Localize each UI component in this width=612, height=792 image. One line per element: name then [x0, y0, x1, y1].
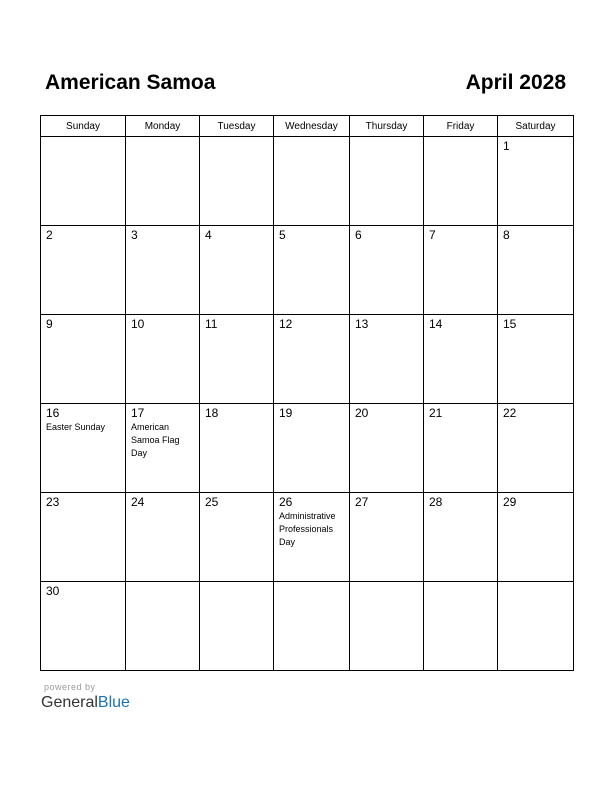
month-year-title: April 2028: [465, 71, 566, 94]
day-cell: [41, 582, 126, 671]
calendar-grid: [40, 115, 574, 671]
weekday-header: Monday: [126, 116, 200, 137]
day-cell: [350, 404, 424, 493]
day-cell: [424, 315, 498, 404]
day-cell: [424, 404, 498, 493]
day-number: 27: [355, 495, 369, 509]
day-cell: [200, 582, 274, 671]
day-cell: [126, 226, 200, 315]
week-row: [41, 315, 574, 404]
day-number: 30: [46, 584, 60, 598]
powered-by-label: powered by: [44, 682, 96, 692]
day-number: 6: [355, 228, 362, 242]
day-number: 7: [429, 228, 436, 242]
day-cell: [126, 315, 200, 404]
day-cell: [274, 137, 350, 226]
day-cell: [424, 226, 498, 315]
day-number: 8: [503, 228, 510, 242]
day-cell: [200, 315, 274, 404]
day-cell: [350, 315, 424, 404]
day-number: 21: [429, 406, 443, 420]
day-number: 13: [355, 317, 369, 331]
day-number: 25: [205, 495, 219, 509]
day-number: 23: [46, 495, 60, 509]
day-number: 19: [279, 406, 293, 420]
day-number: 22: [503, 406, 517, 420]
week-row: [41, 493, 574, 582]
day-cell: [200, 404, 274, 493]
weekday-header: Tuesday: [200, 116, 274, 137]
day-number: 16: [46, 406, 60, 420]
weekday-header-row: [41, 116, 574, 137]
weekday-header: Sunday: [41, 116, 126, 137]
day-cell: [274, 582, 350, 671]
day-cell: [498, 137, 574, 226]
day-number: 20: [355, 406, 369, 420]
day-cell: [41, 493, 126, 582]
holiday-label: Easter Sunday: [46, 422, 106, 432]
day-number: 4: [205, 228, 212, 242]
brand-blue: Blue: [97, 694, 130, 711]
holiday-label: American Samoa Flag Day: [131, 422, 180, 458]
day-cell: [200, 137, 274, 226]
day-cell: [498, 315, 574, 404]
region-title: American Samoa: [45, 71, 216, 94]
day-number: 18: [205, 406, 219, 420]
day-cell: [274, 493, 350, 582]
day-number: 12: [279, 317, 293, 331]
day-cell: [350, 137, 424, 226]
week-row: [41, 582, 574, 671]
day-cell: [498, 493, 574, 582]
weekday-header: Saturday: [498, 116, 574, 137]
day-cell: [350, 582, 424, 671]
day-number: 28: [429, 495, 443, 509]
day-cell: [200, 226, 274, 315]
day-number: 14: [429, 317, 443, 331]
day-cell: [41, 137, 126, 226]
day-cell: [41, 404, 126, 493]
day-cell: [126, 404, 200, 493]
day-number: 10: [131, 317, 145, 331]
day-number: 2: [46, 228, 53, 242]
brand-general: General: [41, 694, 98, 711]
day-number: 15: [503, 317, 517, 331]
day-cell: [274, 315, 350, 404]
day-cell: [41, 315, 126, 404]
weekday-header: Wednesday: [274, 116, 350, 137]
day-number: 17: [131, 406, 145, 420]
weekday-header: Thursday: [350, 116, 424, 137]
week-row: [41, 137, 574, 226]
week-row: [41, 404, 574, 493]
day-number: 5: [279, 228, 286, 242]
day-cell: [350, 493, 424, 582]
day-cell: [424, 137, 498, 226]
day-number: 26: [279, 495, 293, 509]
day-number: 29: [503, 495, 517, 509]
day-cell: [126, 582, 200, 671]
day-cell: [200, 493, 274, 582]
day-cell: [126, 137, 200, 226]
day-number: 3: [131, 228, 138, 242]
day-cell: [126, 493, 200, 582]
day-number: 1: [503, 139, 510, 153]
day-cell: [41, 226, 126, 315]
day-cell: [498, 582, 574, 671]
day-cell: [424, 493, 498, 582]
day-cell: [424, 582, 498, 671]
day-number: 9: [46, 317, 53, 331]
holiday-label: Administrative Professionals Day: [279, 511, 336, 547]
day-cell: [274, 404, 350, 493]
day-cell: [274, 226, 350, 315]
day-number: 11: [205, 317, 218, 331]
day-cell: [498, 404, 574, 493]
day-cell: [350, 226, 424, 315]
day-number: 24: [131, 495, 145, 509]
generalblue-logo[interactable]: [41, 694, 130, 712]
week-row: [41, 226, 574, 315]
day-cell: [498, 226, 574, 315]
weekday-header: Friday: [424, 116, 498, 137]
